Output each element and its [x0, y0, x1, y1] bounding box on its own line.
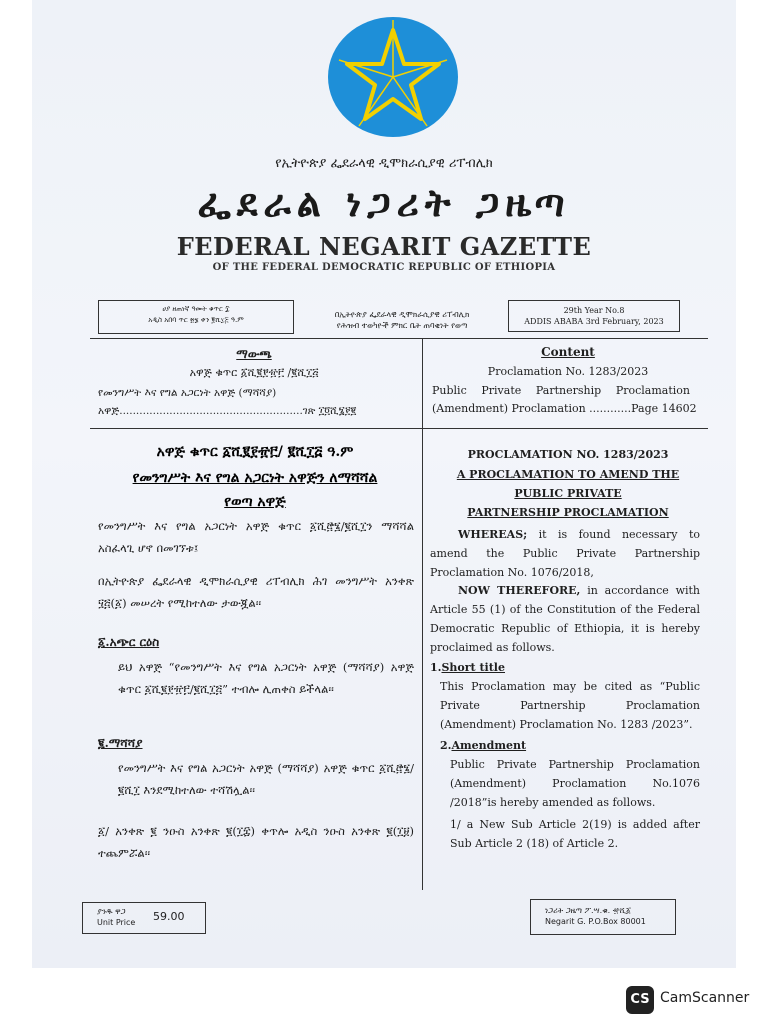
amharic-preamble-2: በኢትዮጵያ ፌደራላዊ ዲሞክራሲያዊ ሪፐብሊክ ሕገ መንግሥት አንቀጽ ፶፭(፩) መሠረት የሚከተለው ታውጇል፡፡ — [98, 574, 414, 610]
english-proclamation-title-line2: PUBLIC PRIVATE — [514, 487, 622, 500]
whereas-label: WHEREAS; — [458, 528, 528, 541]
issue-info-amharic-line2: አዲስ አበባ ጥር ፳፮ ቀን ፪ሺ፲፭ ዓ.ም — [148, 316, 244, 324]
english-proclamation-title-line3: PARTNERSHIP PROCLAMATION — [467, 506, 669, 519]
english-gazette-title: FEDERAL NEGARIT GAZETTE — [176, 232, 592, 261]
issue-info-english — [508, 300, 680, 332]
gazette-page — [32, 0, 736, 968]
camscanner-logo-icon: CS — [626, 986, 654, 1014]
english-now-therefore-paragraph — [430, 581, 700, 657]
amharic-section1-heading: ፩.አጭር ርዕስ — [98, 635, 160, 649]
contents-english-line2: Public Private Partnership Proclamation — [432, 384, 690, 397]
section2-number: 2. — [440, 739, 452, 752]
amharic-preamble-1: የመንግሥት እና የግል አጋርነት አዋጅ ቁጥር ፩ሺ፸፮/፪ሺ፲ን ማሻሻል አስፈላጊ ሆኖ በመገኘቱ፤ — [98, 519, 414, 555]
unit-price-box — [82, 902, 206, 934]
issuing-authority — [297, 309, 507, 331]
issue-year: 29th Year No.8 — [563, 306, 625, 315]
contents-amharic-line1: አዋጅ ቁጥር ፩ሺ፪፻፹፫ /፪ሺ፲፭ — [189, 366, 319, 379]
issue-date: ADDIS ABABA 3rd February, 2023 — [524, 317, 664, 326]
contents-heading-english: Content — [541, 345, 595, 359]
top-rule — [90, 338, 708, 339]
unit-price-amharic: ያንዱ ዋጋ — [97, 907, 126, 916]
english-gazette-subtitle: OF THE FEDERAL DEMOCRATIC REPUBLIC OF ETHIOPIA — [212, 262, 556, 273]
po-box — [530, 899, 676, 935]
contents-amharic-line2: የመንግሥት እና የግል አጋርነት አዋጅ (ማሻሻያ) — [98, 387, 277, 399]
contents-english-line3: (Amendment) Proclamation ............Page 14602 — [432, 402, 697, 415]
po-box-amharic: ነጋሪት ጋዜጣ ፖ.ሣ.ቁ. ፹ሺ፩ — [545, 906, 631, 915]
issuing-authority-line2: የሕዝብ ተወካዮች ምክር ቤት ጠባቂነት የወጣ — [336, 321, 468, 330]
section2-title: Amendment — [451, 739, 527, 752]
english-section1-heading — [430, 658, 700, 677]
amharic-proclamation-number: አዋጅ ቁጥር ፩ሺ፪፻፹፫/ ፪ሺ፲፭ ዓ.ም — [156, 444, 354, 460]
section1-number: 1. — [430, 661, 442, 674]
now-therefore-text: in accordance with Article 55 (1) of the Constitution of the Federal Democratic Republic of Ethiopia, it is hereby proclaimed as follows. — [430, 584, 701, 654]
english-section2-sub: 1/ a New Sub Article 2(19) is added after Sub Article 2 (18) of Article 2. — [450, 818, 700, 850]
contents-english-line1: Proclamation No. 1283/2023 — [487, 365, 649, 378]
amharic-proclamation-title-line2: የወጣ አዋጅ — [224, 494, 286, 510]
issuing-authority-line1: በኢትዮጵያ ፌደራላዊ ዲሞክራሲያዊ ሪፐብሊክ — [334, 310, 470, 319]
amharic-gazette-title: ፌደራል ነጋሪት ጋዜጣ — [197, 180, 571, 225]
english-section2-text: Public Private Partnership Proclamation (Amendment) Proclamation No.1076 /2018”is hereby amended as follows. — [450, 758, 700, 809]
amharic-proclamation-title-line1: የመንግሥት እና የግል አጋርነት አዋጅን ለማሻሻል — [132, 470, 378, 486]
now-therefore-label: NOW THEREFORE, — [458, 584, 581, 597]
unit-price-value: 59.00 — [153, 910, 185, 923]
whereas-text: it is found necessary to amend the Public Private Partnership Proclamation No. 1076/2018, — [430, 528, 700, 579]
contents-amharic-line3: አዋጅ.......................................................ገጽ ፲፬ሺ፮፻፪ — [98, 405, 357, 417]
amharic-section2-sub: ፩/ አንቀጽ ፪ ንዑስ አንቀጽ ፪(፲፰) ቀጥሎ አዲስ ንዑስ አንቀጽ ፪(፲፱) ተጨምሯል፡፡ — [98, 824, 414, 860]
english-section1-text: This Proclamation may be cited as “Public Private Partnership Proclamation (Amendment) Proclamation No. 1283 /2023”. — [440, 680, 700, 731]
section1-title: Short title — [441, 661, 505, 674]
amharic-section2-heading: ፪.ማሻሻያ — [98, 736, 143, 750]
po-box-address: Negarit G. P.O.Box 80001 — [545, 917, 646, 926]
english-proclamation-number: PROCLAMATION NO. 1283/2023 — [467, 448, 669, 461]
contents-heading-amharic: ማውጫ — [236, 347, 272, 361]
column-divider — [422, 338, 423, 890]
issue-info-amharic-line1: ሀያ ዘጠነኛ ዓመት ቁጥር ፰ — [162, 305, 230, 313]
amharic-republic-name: የኢትዮጵያ ፌደራላዊ ዲሞክራሲያዊ ሪፐብሊክ — [275, 156, 493, 171]
camscanner-watermark-text: CamScanner — [660, 990, 750, 1006]
amharic-section2-text: የመንግሥት እና የግል አጋርነት አዋጅ (ማሻሻያ) አዋጅ ቁጥር ፩ሺ፸፮/፪ሺ፲ እንደሚከተለው ተሻሽሏል፡፡ — [118, 761, 414, 797]
english-section2-heading — [440, 736, 700, 755]
issue-info-amharic — [98, 300, 294, 334]
ethiopian-emblem-icon — [327, 16, 459, 138]
english-whereas-paragraph — [430, 525, 700, 582]
amharic-section1-text: ይህ አዋጅ “የመንግሥት እና የግል አጋርነት አዋጅ (ማሻሻያ) አዋጅ ቁጥር ፩ሺ፪፻፹፫/፪ሺ፲፭” ተብሎ ሊጠቀስ ይችላል፡፡ — [118, 660, 414, 696]
english-proclamation-title-line1: A PROCLAMATION TO AMEND THE — [456, 468, 680, 481]
contents-rule — [90, 428, 708, 429]
unit-price-label: Unit Price — [97, 918, 136, 927]
